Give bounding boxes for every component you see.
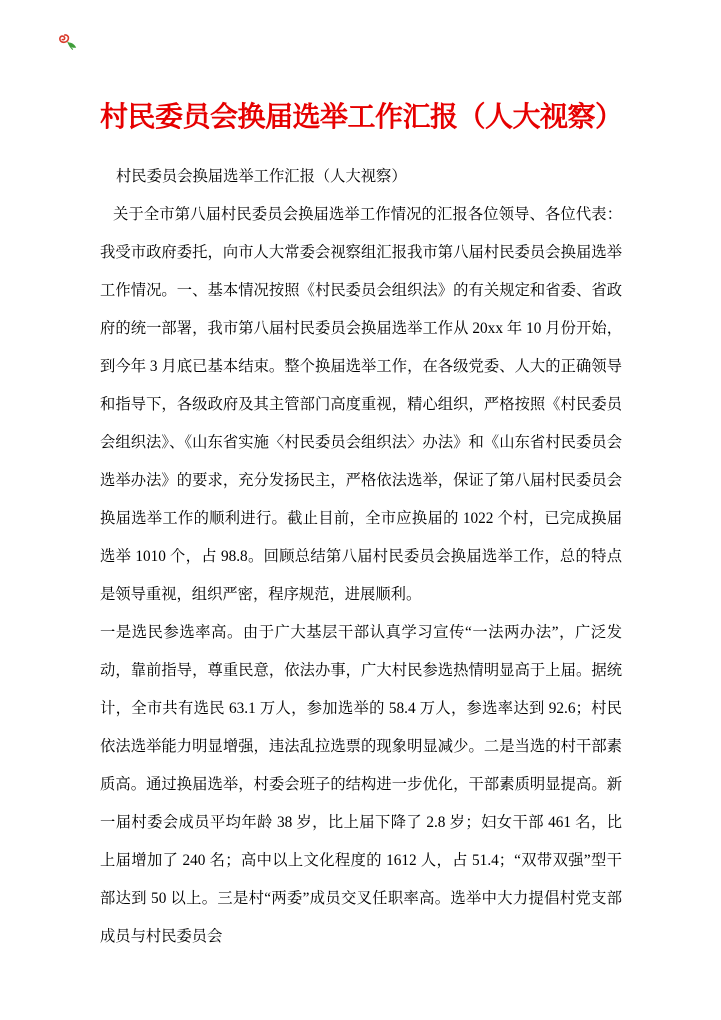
page-title: 村民委员会换届选举工作汇报（人大视察）	[100, 101, 623, 133]
paragraph-election-highlights: 一是选民参选率高。由于广大基层干部认真学习宣传“一法两办法”，广泛发动，靠前指导，尊重民意，依法办事，广大村民参选热情明显高于上届。据统计，全市共有选民 63.1 万人，参加选举的 58.4 万人，参选率达到 92.6；村民依法选举能力明显增强，违法乱拉选票的现象明显减少。二是当选的村干部素质高。通过换届选举，村委会班子的结构进一步优化，干部素质明显提高。新一届村委会成员平均年龄 38 岁，比上届下降了 2.8 岁；妇女干部 461 名，比上届增加了 240 名；高中以上文化程度的 1612 人，占 51.4；“双带双强”型干部达到 50 以上。三是村“两委”成员交叉任职率高。选举中大力提倡村党支部成员与村民委员会	[100, 624, 622, 945]
paragraph-basic-situation: 关于全市第八届村民委员会换届选举工作情况的汇报各位领导、各位代表：我受市政府委托，向市人大常委会视察组汇报我市第八届村民委员会换届选举工作情况。一、基本情况按照《村民委员会组织法》的有关规定和省委、省政府的统一部署，我市第八届村民委员会换届选举工作从 20xx 年 10 月份开始，到今年 3 月底已基本结束。整个换届选举工作，在各级党委、人大的正确领导和指导下，各级政府及其主管部门高度重视，精心组织，严格按照《村民委员会组织法》、《山东省实施〈村民委员会组织法〉办法》和《山东省村民委员会选举办法》的要求，充分发扬民主，严格依法选举，保证了第八届村民委员会换届选举工作的顺利进行。截止目前，全市应换届的 1022 个村，已完成换届选举 1010 个，占 98.8。回顾总结第八届村民委员会换届选举工作，总的特点是领导重视，组织严密，程序规范，进展顺利。	[100, 206, 622, 603]
doc-subtitle: 村民委员会换届选举工作汇报（人大视察）	[116, 168, 407, 185]
flower-petal	[60, 35, 69, 42]
document-body	[100, 158, 622, 956]
flower-icon	[57, 34, 79, 51]
